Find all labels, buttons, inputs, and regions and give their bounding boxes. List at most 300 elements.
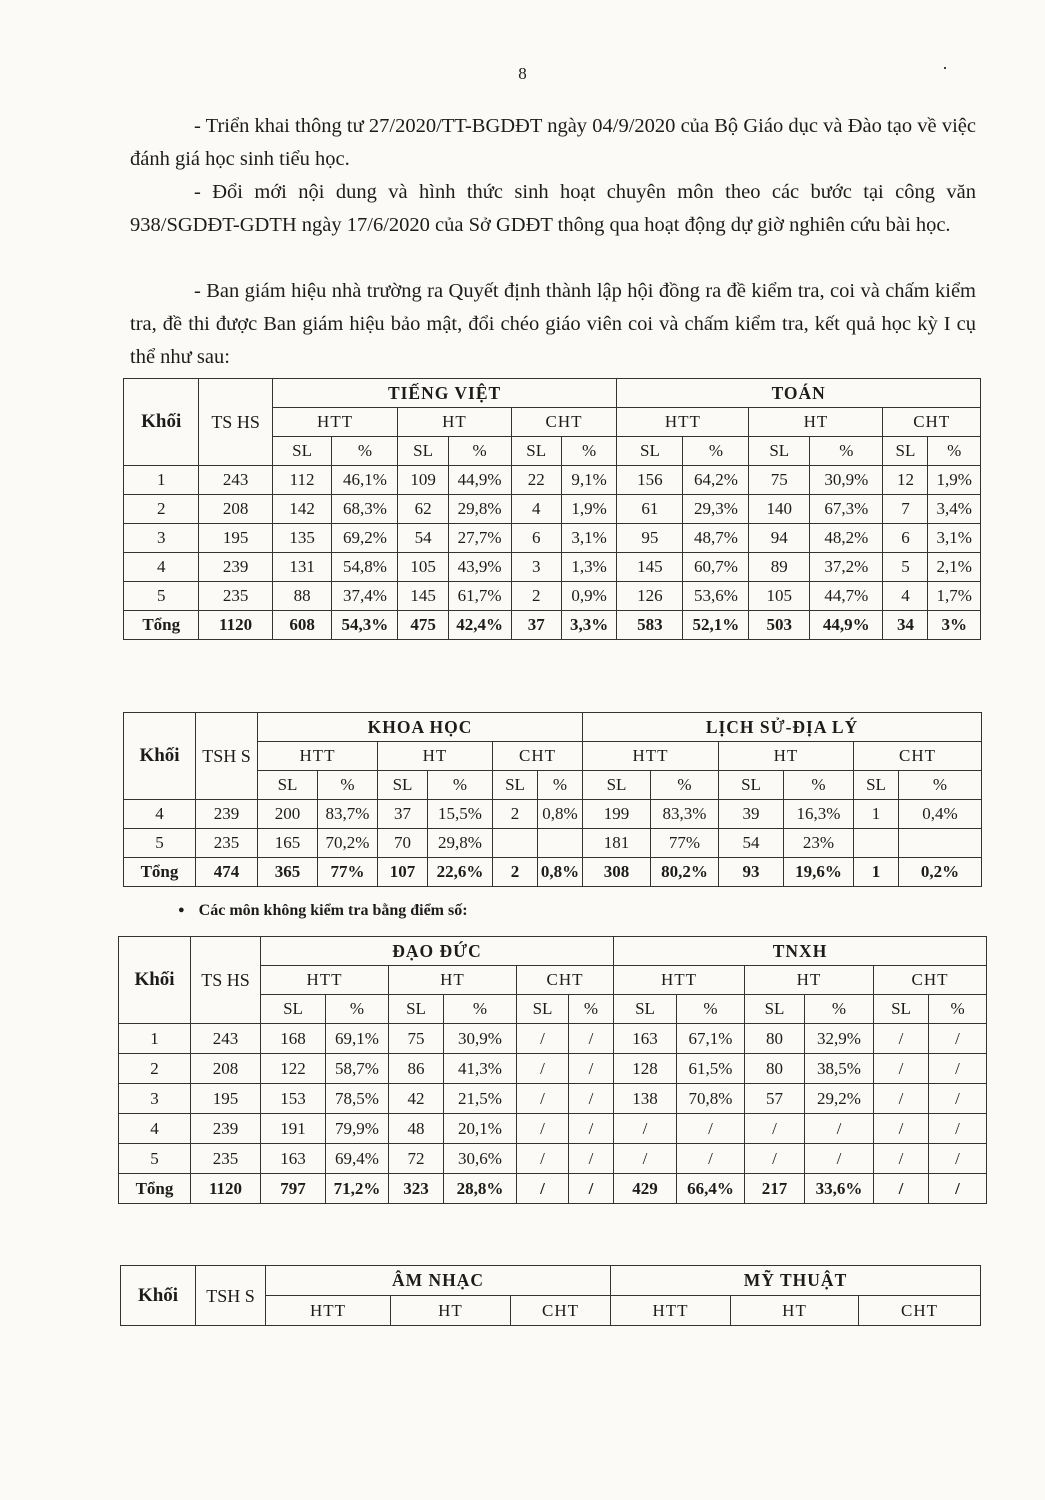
khoi-cell: 1 [119, 1024, 191, 1054]
level-header: HTT [272, 408, 398, 437]
table-row [119, 1054, 987, 1084]
sl-header: SL [719, 771, 784, 800]
table-cell: 48 [389, 1114, 444, 1144]
sl-header: SL [517, 995, 569, 1024]
table-cell: / [929, 1024, 987, 1054]
sl-header: SL [272, 437, 332, 466]
ts-header: TS HS [191, 937, 261, 1024]
table-cell: 80 [745, 1054, 805, 1084]
level-header: CHT [883, 408, 981, 437]
ts-cell: 474 [196, 858, 258, 887]
level-header: HT [391, 1296, 511, 1326]
level-header: HT [389, 966, 517, 995]
khoi-cell: Tổng [124, 858, 196, 887]
table-cell: 38,5% [805, 1054, 874, 1084]
table-row [119, 1084, 987, 1114]
table-cell: 48,2% [810, 524, 883, 553]
table-row [124, 466, 981, 495]
percent-header: % [444, 995, 517, 1024]
percent-header: % [683, 437, 749, 466]
table-cell: 138 [614, 1084, 677, 1114]
khoi-cell: 2 [124, 495, 199, 524]
level-header: CHT [854, 742, 982, 771]
table-cell: 109 [398, 466, 448, 495]
table-cell: 57 [745, 1084, 805, 1114]
percent-header: % [928, 437, 981, 466]
table-row [124, 495, 981, 524]
table-cell: / [569, 1024, 614, 1054]
table-cell: 58,7% [326, 1054, 389, 1084]
table-cell: 70,2% [318, 829, 378, 858]
table-cell: / [805, 1144, 874, 1174]
table-cell: 41,3% [444, 1054, 517, 1084]
section-note [178, 902, 468, 920]
table-cell: 475 [398, 611, 448, 640]
table-row [119, 1144, 987, 1174]
table-cell: 6 [511, 524, 561, 553]
table-cell: 66,4% [677, 1174, 745, 1204]
table-cell: 33,6% [805, 1174, 874, 1204]
table-cell: 608 [272, 611, 332, 640]
ts-cell: 239 [196, 800, 258, 829]
ts-header: TSH S [196, 713, 258, 800]
percent-header: % [318, 771, 378, 800]
table-cell: 94 [749, 524, 810, 553]
table-cell: 53,6% [683, 582, 749, 611]
results-table-dao-duc-tnxh [118, 936, 987, 1204]
table-cell: / [874, 1114, 929, 1144]
percent-header: % [326, 995, 389, 1024]
table-cell: 86 [389, 1054, 444, 1084]
percent-header: % [677, 995, 745, 1024]
percent-header: % [784, 771, 854, 800]
table-cell: 200 [258, 800, 318, 829]
subject-header: TNXH [614, 937, 987, 966]
table-cell: 69,4% [326, 1144, 389, 1174]
sl-header: SL [583, 771, 651, 800]
table-cell: 88 [272, 582, 332, 611]
table-cell: / [929, 1144, 987, 1174]
table-cell: / [517, 1054, 569, 1084]
table-cell: 28,8% [444, 1174, 517, 1204]
percent-header: % [651, 771, 719, 800]
khoi-cell: 2 [119, 1054, 191, 1084]
table-cell: 1 [854, 800, 899, 829]
table-cell: 0,4% [899, 800, 982, 829]
khoi-header: Khối [124, 379, 199, 466]
sl-header: SL [398, 437, 448, 466]
table-cell [899, 829, 982, 858]
table-cell: 34 [883, 611, 928, 640]
table-cell: 2 [493, 800, 538, 829]
table-cell: 0,8% [538, 858, 583, 887]
table-cell: 429 [614, 1174, 677, 1204]
table-cell: 191 [261, 1114, 326, 1144]
table-cell: 3,4% [928, 495, 981, 524]
ts-cell: 243 [191, 1024, 261, 1054]
percent-header: % [538, 771, 583, 800]
subject-header: LỊCH SỬ-ĐỊA LÝ [583, 713, 982, 742]
khoi-cell: 5 [124, 829, 196, 858]
table-cell: / [517, 1024, 569, 1054]
level-header: HTT [583, 742, 719, 771]
khoi-cell: 4 [119, 1114, 191, 1144]
level-header: CHT [511, 408, 617, 437]
table-cell: 1,7% [928, 582, 981, 611]
table-cell: 61,7% [448, 582, 511, 611]
table-cell: 21,5% [444, 1084, 517, 1114]
table-cell: 39 [719, 800, 784, 829]
table-cell: 112 [272, 466, 332, 495]
table-cell: 70 [378, 829, 428, 858]
table-cell: 135 [272, 524, 332, 553]
table-row [124, 829, 982, 858]
table-cell: / [929, 1054, 987, 1084]
table-cell: 44,9% [448, 466, 511, 495]
table-cell: 3 [511, 553, 561, 582]
percent-header: % [929, 995, 987, 1024]
table-cell: 0,8% [538, 800, 583, 829]
sl-header: SL [745, 995, 805, 1024]
sl-header: SL [874, 995, 929, 1024]
table-cell: 1,9% [561, 495, 617, 524]
table-cell: 67,1% [677, 1024, 745, 1054]
ts-cell: 235 [191, 1144, 261, 1174]
subject-header: ĐẠO ĐỨC [261, 937, 614, 966]
table-cell: 77% [318, 858, 378, 887]
table-cell: 22 [511, 466, 561, 495]
table-cell: 23% [784, 829, 854, 858]
level-header: HTT [266, 1296, 391, 1326]
table-cell: / [614, 1114, 677, 1144]
table-row [124, 858, 982, 887]
sl-header: SL [854, 771, 899, 800]
table-cell: 583 [617, 611, 683, 640]
table-cell: 156 [617, 466, 683, 495]
table-cell: / [874, 1174, 929, 1204]
table-cell: 54,8% [332, 553, 398, 582]
table-cell: 42 [389, 1084, 444, 1114]
table-cell: 15,5% [428, 800, 493, 829]
ts-cell: 243 [199, 466, 272, 495]
table-cell: 22,6% [428, 858, 493, 887]
table-cell: 323 [389, 1174, 444, 1204]
table-cell: / [517, 1174, 569, 1204]
table-cell [538, 829, 583, 858]
table-cell: 37,2% [810, 553, 883, 582]
table-cell: 4 [883, 582, 928, 611]
table-cell: 29,8% [448, 495, 511, 524]
ts-header: TS HS [199, 379, 272, 466]
ts-cell: 208 [191, 1054, 261, 1084]
table-cell: 2 [493, 858, 538, 887]
table-cell: 181 [583, 829, 651, 858]
sl-header: SL [378, 771, 428, 800]
table-cell: / [517, 1114, 569, 1144]
percent-header: % [810, 437, 883, 466]
table-cell: / [677, 1114, 745, 1144]
table-cell: 153 [261, 1084, 326, 1114]
level-header: CHT [874, 966, 987, 995]
table-cell: 7 [883, 495, 928, 524]
ts-cell: 208 [199, 495, 272, 524]
table-cell: 67,3% [810, 495, 883, 524]
sl-header: SL [617, 437, 683, 466]
level-header: HTT [617, 408, 749, 437]
sl-header: SL [261, 995, 326, 1024]
khoi-cell: Tổng [124, 611, 199, 640]
table-cell: 69,1% [326, 1024, 389, 1054]
paragraph-1: - Triển khai thông tư 27/2020/TT-BGDĐT ngày 04/9/2020 của Bộ Giáo dục và Đào tạo về việc đánh giá học sinh tiểu học. [130, 115, 976, 170]
table-cell: 37 [511, 611, 561, 640]
level-header: HT [719, 742, 854, 771]
table-row [124, 553, 981, 582]
table-cell: 29,3% [683, 495, 749, 524]
khoi-cell: 4 [124, 553, 199, 582]
table-cell: 3% [928, 611, 981, 640]
table-cell: / [517, 1144, 569, 1174]
ts-cell: 239 [199, 553, 272, 582]
table-cell: 95 [617, 524, 683, 553]
table-cell: / [677, 1144, 745, 1174]
table-cell: / [929, 1084, 987, 1114]
sl-header: SL [511, 437, 561, 466]
table-cell: / [874, 1084, 929, 1114]
table-cell: 75 [749, 466, 810, 495]
sl-header: SL [883, 437, 928, 466]
percent-header: % [569, 995, 614, 1024]
level-header: HTT [258, 742, 378, 771]
table-cell: 503 [749, 611, 810, 640]
table-cell: / [569, 1054, 614, 1084]
table-row [119, 1024, 987, 1054]
khoi-cell: 3 [124, 524, 199, 553]
khoi-cell: 5 [124, 582, 199, 611]
percent-header: % [332, 437, 398, 466]
table-cell: 1,3% [561, 553, 617, 582]
table-cell: 78,5% [326, 1084, 389, 1114]
table-cell: 44,7% [810, 582, 883, 611]
percent-header: % [561, 437, 617, 466]
table-cell: 80 [745, 1024, 805, 1054]
level-header: HT [398, 408, 511, 437]
table-cell: 43,9% [448, 553, 511, 582]
table-cell: 3,1% [561, 524, 617, 553]
table-cell: 93 [719, 858, 784, 887]
table-cell: 37 [378, 800, 428, 829]
table-cell: 126 [617, 582, 683, 611]
khoi-cell: 1 [124, 466, 199, 495]
table-cell: 79,9% [326, 1114, 389, 1144]
table-cell: 68,3% [332, 495, 398, 524]
table-cell: / [874, 1144, 929, 1174]
table-cell: 145 [398, 582, 448, 611]
table-cell: / [874, 1024, 929, 1054]
ts-cell: 1120 [199, 611, 272, 640]
table-cell: / [929, 1114, 987, 1144]
level-header: CHT [859, 1296, 981, 1326]
table-cell: / [569, 1084, 614, 1114]
table-cell: 122 [261, 1054, 326, 1084]
ts-cell: 195 [191, 1084, 261, 1114]
ts-cell: 235 [199, 582, 272, 611]
table-cell: 30,9% [810, 466, 883, 495]
table-cell: 5 [883, 553, 928, 582]
table-cell: 365 [258, 858, 318, 887]
table-cell: 20,1% [444, 1114, 517, 1144]
table-cell: 54 [398, 524, 448, 553]
table-cell: 71,2% [326, 1174, 389, 1204]
table-cell: 2,1% [928, 553, 981, 582]
table-cell: 80,2% [651, 858, 719, 887]
level-header: CHT [511, 1296, 611, 1326]
sl-header: SL [614, 995, 677, 1024]
table-cell: 107 [378, 858, 428, 887]
level-header: HT [745, 966, 874, 995]
level-header: CHT [493, 742, 583, 771]
results-table-khoa-hoc-lich-su [123, 712, 982, 887]
level-header: HT [731, 1296, 859, 1326]
level-header: HT [378, 742, 493, 771]
table-row [124, 524, 981, 553]
page-number: 8 [518, 64, 527, 83]
khoi-cell: 3 [119, 1084, 191, 1114]
table-cell: 105 [749, 582, 810, 611]
sl-header: SL [389, 995, 444, 1024]
section-note-text: Các môn không kiểm tra bằng điểm số: [198, 902, 468, 919]
table-cell: 131 [272, 553, 332, 582]
table-cell: 69,2% [332, 524, 398, 553]
ts-cell: 1120 [191, 1174, 261, 1204]
table-cell: 48,7% [683, 524, 749, 553]
khoi-header: Khối [121, 1266, 196, 1326]
table-cell: 217 [745, 1174, 805, 1204]
table-cell: / [569, 1144, 614, 1174]
table-row [124, 582, 981, 611]
level-header: HT [749, 408, 883, 437]
table-cell: / [569, 1174, 614, 1204]
table-cell: 1 [854, 858, 899, 887]
percent-header: % [448, 437, 511, 466]
paragraph-3: - Ban giám hiệu nhà trường ra Quyết định thành lập hội đồng ra đề kiểm tra, coi và chấm kiểm tra, đề thi được Ban giám hiệu bảo mật, đổi chéo giáo viên coi và chấm kiểm tra, kết quả học kỳ I cụ thể như sau: [130, 280, 976, 368]
table-cell: 105 [398, 553, 448, 582]
table-cell: / [874, 1054, 929, 1084]
khoi-cell: 4 [124, 800, 196, 829]
table-cell: 0,2% [899, 858, 982, 887]
table-cell: 163 [614, 1024, 677, 1054]
table-cell: / [745, 1144, 805, 1174]
table-cell: 75 [389, 1024, 444, 1054]
table-cell: 19,6% [784, 858, 854, 887]
table-cell: 3,1% [928, 524, 981, 553]
table-cell: 199 [583, 800, 651, 829]
table-cell: 0,9% [561, 582, 617, 611]
table-cell: 142 [272, 495, 332, 524]
table-cell: 163 [261, 1144, 326, 1174]
table-cell: 37,4% [332, 582, 398, 611]
table-cell: / [745, 1114, 805, 1144]
level-header: CHT [517, 966, 614, 995]
table-cell: 64,2% [683, 466, 749, 495]
table-cell: / [805, 1114, 874, 1144]
table-cell: 6 [883, 524, 928, 553]
table-cell: 89 [749, 553, 810, 582]
ts-header: TSH S [196, 1266, 266, 1326]
table-cell: 29,8% [428, 829, 493, 858]
table-cell: 77% [651, 829, 719, 858]
table-cell [493, 829, 538, 858]
table-cell: 32,9% [805, 1024, 874, 1054]
table-cell: 9,1% [561, 466, 617, 495]
level-header: HTT [611, 1296, 731, 1326]
results-table-tieng-viet-toan [123, 378, 981, 640]
table-cell: 54,3% [332, 611, 398, 640]
sl-header: SL [749, 437, 810, 466]
table-cell: 61,5% [677, 1054, 745, 1084]
table-cell: / [517, 1084, 569, 1114]
table-cell: 30,6% [444, 1144, 517, 1174]
table-cell: 70,8% [677, 1084, 745, 1114]
table-cell: 30,9% [444, 1024, 517, 1054]
table-cell: 128 [614, 1054, 677, 1084]
table-cell: 60,7% [683, 553, 749, 582]
table-cell: 4 [511, 495, 561, 524]
bullet-icon: ● [178, 904, 185, 916]
paragraph-2: - Đổi mới nội dung và hình thức sinh hoạt chuyên môn theo các bước tại công văn 938/SGDĐT-GDTH ngày 17/6/2020 của Sở GDĐT thông qua hoạt động dự giờ nghiên cứu bài học. [130, 181, 976, 236]
table-cell: 62 [398, 495, 448, 524]
table-cell: 1,9% [928, 466, 981, 495]
level-header: HTT [261, 966, 389, 995]
sl-header: SL [258, 771, 318, 800]
table-cell: 3,3% [561, 611, 617, 640]
level-header: HTT [614, 966, 745, 995]
table-cell: 12 [883, 466, 928, 495]
table-cell: 83,3% [651, 800, 719, 829]
table-cell: 797 [261, 1174, 326, 1204]
percent-header: % [805, 995, 874, 1024]
table-cell: 54 [719, 829, 784, 858]
khoi-header: Khối [119, 937, 191, 1024]
percent-header: % [428, 771, 493, 800]
speck: · [942, 58, 948, 78]
table-cell: 168 [261, 1024, 326, 1054]
table-cell [854, 829, 899, 858]
khoi-cell: 5 [119, 1144, 191, 1174]
table-cell: 16,3% [784, 800, 854, 829]
table-cell: 145 [617, 553, 683, 582]
subject-header: KHOA HỌC [258, 713, 583, 742]
table-cell: 29,2% [805, 1084, 874, 1114]
table-cell: 165 [258, 829, 318, 858]
table-cell: / [614, 1144, 677, 1174]
table-row [119, 1114, 987, 1144]
table-cell: 44,9% [810, 611, 883, 640]
subject-header: TOÁN [617, 379, 981, 408]
table-cell: 52,1% [683, 611, 749, 640]
table-cell: 42,4% [448, 611, 511, 640]
table-row [124, 611, 981, 640]
ts-cell: 235 [196, 829, 258, 858]
subject-header: MỸ THUẬT [611, 1266, 981, 1296]
table-cell: / [569, 1114, 614, 1144]
sl-header: SL [493, 771, 538, 800]
table-cell: 83,7% [318, 800, 378, 829]
khoi-cell: Tổng [119, 1174, 191, 1204]
khoi-header: Khối [124, 713, 196, 800]
subject-header: TIẾNG VIỆT [272, 379, 617, 408]
table-cell: 61 [617, 495, 683, 524]
table-cell: 27,7% [448, 524, 511, 553]
